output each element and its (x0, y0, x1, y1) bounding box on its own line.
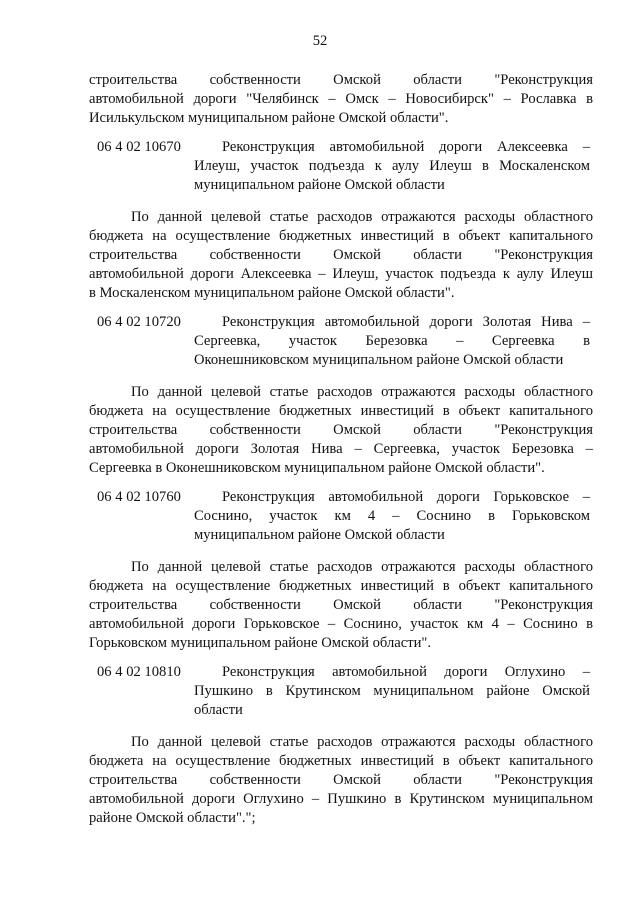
entry-title-line: Илеуш, участок подъезда к аулу Илеуш в Москаленском (194, 158, 590, 174)
text-line: строительства собственности Омской области "Реконструкция (89, 72, 593, 88)
text-line: Исилькульском муниципальном районе Омской области". (89, 110, 449, 126)
entry-title-line: муниципальном районе Омской области (194, 177, 445, 193)
body-line: бюджета на осуществление бюджетных инвестиций в объект капитального (89, 753, 593, 769)
body-line: бюджета на осуществление бюджетных инвестиций в объект капитального (89, 228, 593, 244)
classification-code: 06 4 02 10720 (97, 314, 181, 330)
body-line: автомобильной дороги Алексеевка – Илеуш, участок подъезда к аулу Илеуш (89, 266, 593, 282)
text-line: автомобильной дороги "Челябинск – Омск – Новосибирск" – Рославка в (89, 91, 593, 107)
entry-title-line: Соснино, участок км 4 – Соснино в Горьковском (194, 508, 590, 524)
entry-title-line: муниципальном районе Омской области (194, 527, 445, 543)
body-line: По данной целевой статье расходов отражаются расходы областного (131, 384, 593, 400)
body-line: строительства собственности Омской области "Реконструкция (89, 422, 593, 438)
body-line: в Москаленском муниципальном районе Омской области". (89, 285, 455, 301)
body-line: районе Омской области"."; (89, 810, 256, 826)
body-line: строительства собственности Омской области "Реконструкция (89, 597, 593, 613)
entry-title-line: Реконструкция автомобильной дороги Горьковское – (222, 489, 590, 505)
body-line: автомобильной дороги Горьковское – Соснино, участок км 4 – Соснино в (89, 616, 593, 632)
body-line: По данной целевой статье расходов отражаются расходы областного (131, 209, 593, 225)
page-number: 52 (312, 33, 328, 49)
classification-code: 06 4 02 10810 (97, 664, 181, 680)
body-line: автомобильной дороги Оглухино – Пушкино в Крутинском муниципальном (89, 791, 593, 807)
entry-title-line: Реконструкция автомобильной дороги Оглухино – (222, 664, 590, 680)
body-line: По данной целевой статье расходов отражаются расходы областного (131, 559, 593, 575)
entry-title-line: Реконструкция автомобильной дороги Золотая Нива – (222, 314, 590, 330)
body-line: автомобильной дороги Золотая Нива – Сергеевка, участок Березовка – (89, 441, 593, 457)
body-line: бюджета на осуществление бюджетных инвестиций в объект капитального (89, 403, 593, 419)
body-line: По данной целевой статье расходов отражаются расходы областного (131, 734, 593, 750)
body-line: строительства собственности Омской области "Реконструкция (89, 247, 593, 263)
entry-title-line: области (194, 702, 243, 718)
body-line: Горьковском муниципальном районе Омской области". (89, 635, 431, 651)
entry-title-line: Оконешниковском муниципальном районе Омской области (194, 352, 564, 368)
entry-title-line: Пушкино в Крутинском муниципальном районе Омской (194, 683, 590, 699)
entry-title-line: Реконструкция автомобильной дороги Алексеевка – (222, 139, 590, 155)
entry-title-line: Сергеевка, участок Березовка – Сергеевка в (194, 333, 590, 349)
body-line: бюджета на осуществление бюджетных инвестиций в объект капитального (89, 578, 593, 594)
body-line: Сергеевка в Оконешниковском муниципальном районе Омской области". (89, 460, 545, 476)
body-line: строительства собственности Омской области "Реконструкция (89, 772, 593, 788)
classification-code: 06 4 02 10670 (97, 139, 181, 155)
classification-code: 06 4 02 10760 (97, 489, 181, 505)
